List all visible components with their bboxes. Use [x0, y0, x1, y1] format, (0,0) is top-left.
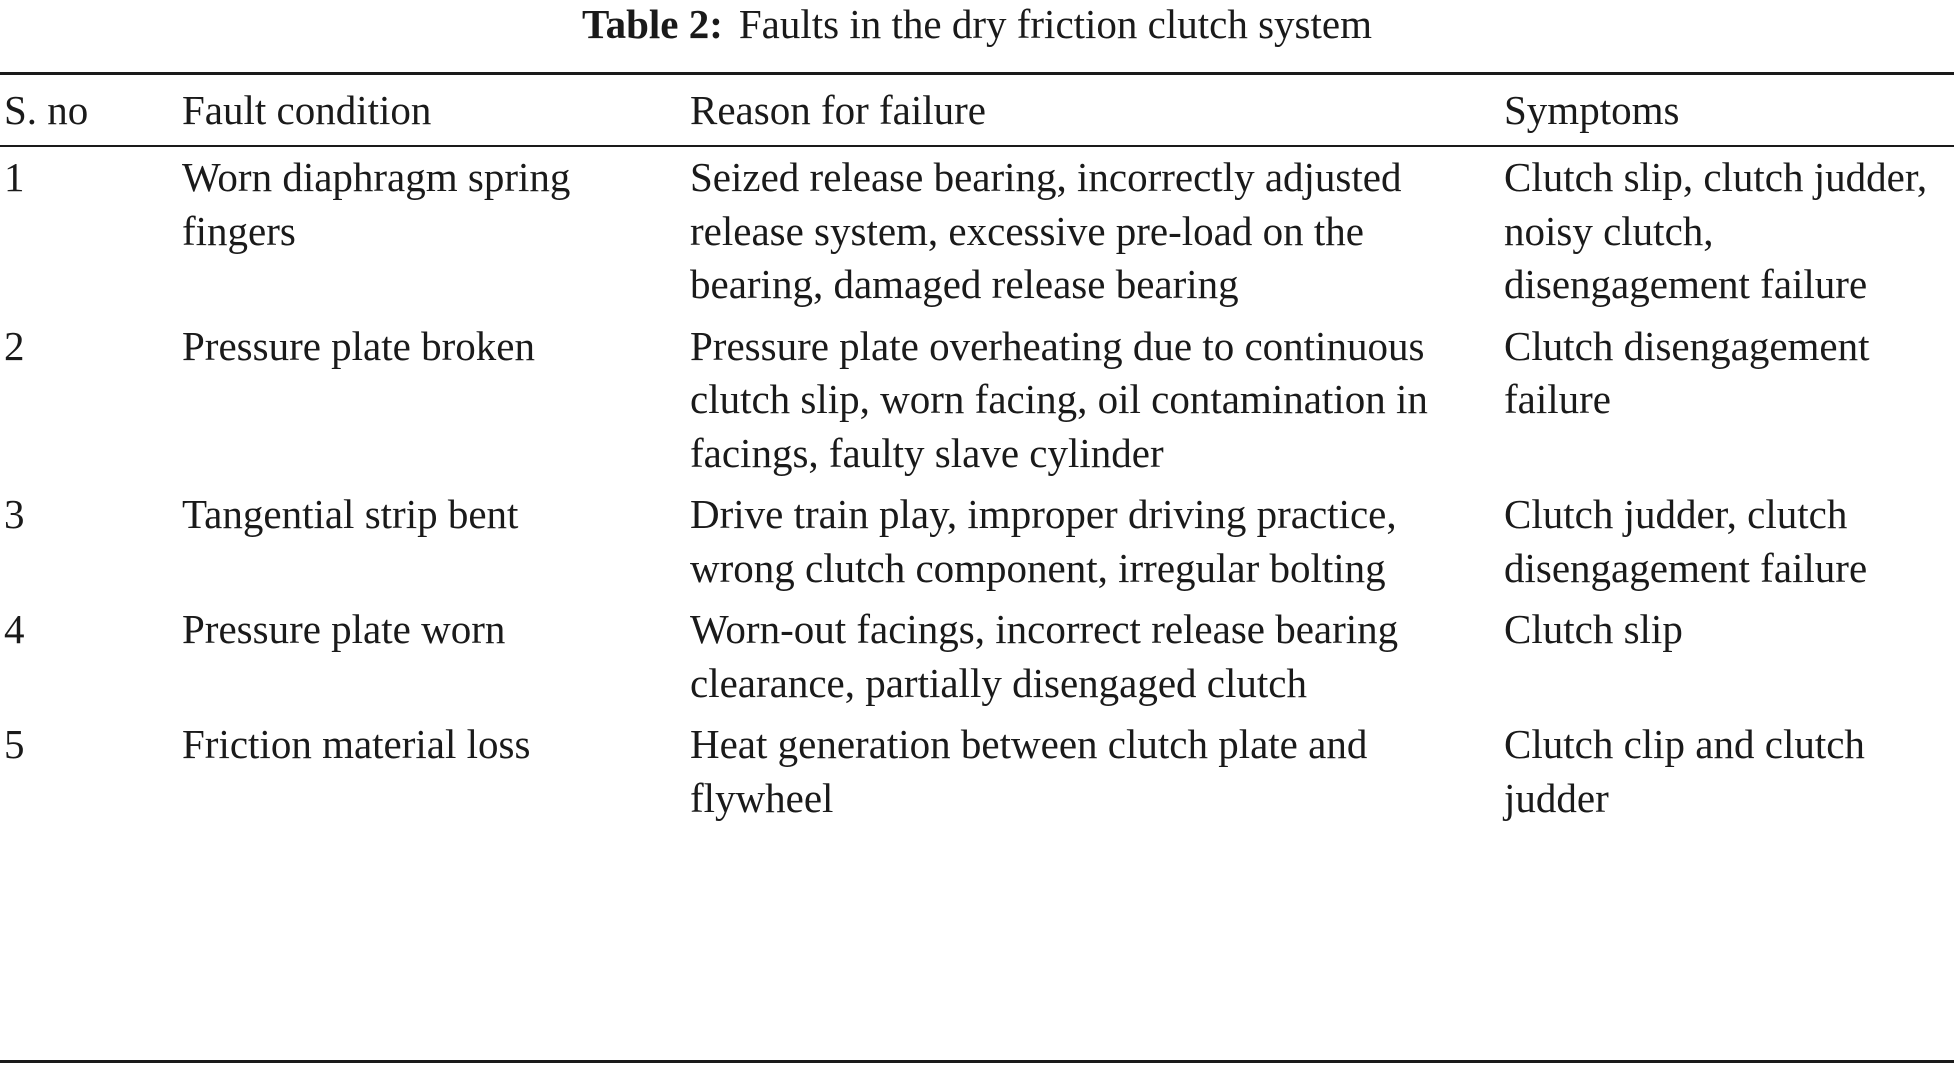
table-caption: [0, 0, 1954, 48]
cell-fault-condition: Tangential strip bent: [182, 491, 519, 537]
cell-fault-condition: Worn diaphragm spring fingers: [182, 154, 571, 254]
header-symptoms: Symptoms: [1504, 87, 1680, 133]
cell-reason-for-failure: Heat generation between clutch plate and flywheel: [690, 721, 1368, 821]
cell-sno: 3: [4, 491, 25, 537]
table-caption-label: Table 2:: [581, 1, 723, 47]
cell-sno: 5: [4, 721, 25, 767]
cell-symptoms: Clutch disengagement failure: [1504, 322, 1870, 422]
cell-fault-condition: Friction material loss: [182, 721, 531, 767]
header-reason-for-failure: Reason for failure: [690, 87, 986, 133]
table-caption-title: Faults in the dry friction clutch system: [738, 1, 1372, 47]
table-row: [0, 143, 1954, 320]
cell-sno: 1: [4, 154, 25, 200]
cell-reason-for-failure: Pressure plate overheating due to continuous clutch slip, worn facing, oil contamination in facings, faulty slave cylinder: [690, 322, 1428, 476]
table-row: [0, 488, 1954, 603]
table-row: [0, 320, 1954, 489]
table-header-row: [0, 78, 1954, 143]
cell-symptoms: Clutch slip, clutch judder, noisy clutch, disengagement failure: [1504, 154, 1928, 307]
header-fault-condition: Fault condition: [182, 87, 432, 133]
header-sno: S. no: [4, 87, 89, 133]
cell-sno: 2: [4, 322, 25, 369]
cell-symptoms: Clutch slip: [1504, 606, 1683, 652]
table-bottom-rule: [0, 1060, 1954, 1063]
cell-fault-condition: Pressure plate worn: [182, 606, 506, 652]
cell-symptoms: Clutch clip and clutch judder: [1504, 721, 1865, 821]
cell-reason-for-failure: Worn-out facings, incorrect release bearing clearance, partially disengaged clutch: [690, 606, 1399, 706]
cell-symptoms: Clutch judder, clutch disengagement failure: [1504, 491, 1868, 591]
cell-sno: 4: [4, 606, 25, 652]
cell-reason-for-failure: Drive train play, improper driving practice, wrong clutch component, irregular bolting: [690, 491, 1397, 591]
table-row: [0, 603, 1954, 718]
table-top-rule: [0, 72, 1954, 75]
cell-reason-for-failure: Seized release bearing, incorrectly adjusted release system, excessive pre-load on the bearing, damaged release bearing: [690, 154, 1402, 307]
table-row: [0, 718, 1954, 833]
cell-fault-condition: Pressure plate broken: [182, 322, 535, 369]
fault-table: [0, 78, 1954, 833]
